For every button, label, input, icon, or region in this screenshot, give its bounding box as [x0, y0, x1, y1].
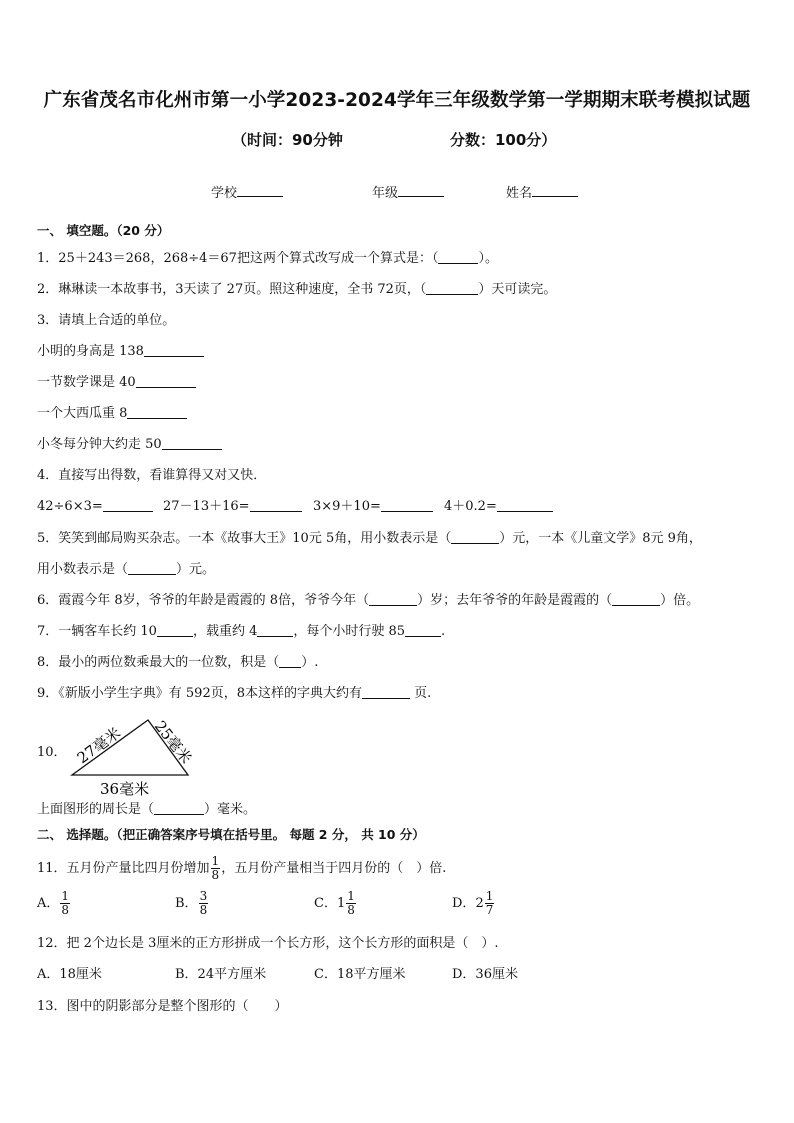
calc-item: 4＋0.2= — [444, 498, 553, 516]
school-blank[interactable] — [237, 184, 283, 197]
answer-blank[interactable] — [381, 498, 433, 512]
q12-options — [37, 966, 757, 984]
answer-blank[interactable] — [426, 281, 478, 295]
option-b[interactable]: B． $\frac{3}{8}$ — [175, 889, 208, 917]
name-blank[interactable] — [532, 184, 578, 197]
grade-blank[interactable] — [398, 184, 444, 197]
answer-blank[interactable] — [362, 685, 410, 699]
q11-options — [37, 890, 757, 930]
option-b[interactable]: B．24平方厘米 — [175, 967, 267, 982]
option-d[interactable]: D．2 $\frac{1}{7}$ — [452, 889, 494, 917]
option-a[interactable]: A．18厘米 — [37, 967, 102, 982]
answer-blank[interactable] — [451, 530, 499, 544]
section-2-heading: 二、 选择题。（把正确答案序号填在括号里。 每题 2 分， 共 10 分） — [37, 827, 425, 842]
q3-item: 一节数学课是 40 — [37, 374, 196, 392]
exam-title: 广东省茂名市化州市第一小学2023-2024学年三年级数学第一学期期末联考模拟试题 — [43, 90, 751, 111]
question-10: 上面图形的周长是（ ）毫米。 — [37, 802, 257, 817]
calc-item: 27－13＋16= — [163, 498, 302, 516]
answer-blank[interactable] — [128, 561, 176, 575]
option-c[interactable]: C．18平方厘米 — [314, 967, 406, 982]
question-13: 13．图中的阴影部分是整个图形的（ ） — [37, 999, 288, 1014]
calc-item: 3×9＋10= — [313, 498, 433, 516]
question-4: 4．直接写出得数，看谁算得又对又快． — [37, 468, 267, 483]
question-1: 1．25＋243＝268，268÷4＝67把这两个算式改写成一个算式是：（ ）。 — [37, 251, 498, 266]
question-3: 3．请填上合适的单位。 — [37, 313, 176, 328]
triangle-right-label: 25毫米 — [150, 717, 196, 768]
answer-blank[interactable] — [279, 654, 301, 668]
triangle-left-label: 27毫米 — [73, 723, 125, 768]
fraction: $\frac{1}{8}$ — [211, 854, 220, 882]
answer-blank[interactable] — [497, 498, 553, 512]
q3-item: 小明的身高是 138 — [37, 343, 204, 361]
q3-item: 一个大西瓜重 8 — [37, 405, 187, 423]
answer-blank[interactable] — [103, 498, 153, 512]
answer-blank[interactable] — [257, 623, 293, 637]
answer-blank[interactable] — [612, 592, 660, 606]
question-8: 8．最小的两位数乘最大的一位数，积是（ ）. — [37, 655, 319, 670]
answer-blank[interactable] — [157, 623, 193, 637]
exam-subtitle — [0, 129, 794, 151]
q3-item: 小冬每分钟大约走 50 — [37, 436, 222, 454]
question-11: 11．五月份产量比四月份增加 $\frac{1}{8}$ ，五月份产量相当于四月份的（ ）倍. — [37, 854, 447, 882]
question-5-cont: 用小数表示是（ ）元。 — [37, 562, 216, 577]
answer-blank[interactable] — [127, 405, 187, 419]
question-10-label: 10． — [37, 745, 67, 760]
question-5: 5．笑笑到邮局购买杂志。一本《故事大王》10元 5角，用小数表示是（ ）元，一本《儿童文学》8元 9角， — [37, 531, 702, 546]
triangle-bottom-label: 36毫米 — [100, 780, 150, 798]
grade-field: 年级 — [372, 182, 444, 201]
question-7: 7．一辆客车长约 10 ，载重约 4 ，每个小时行驶 85 . — [37, 624, 446, 639]
name-field: 姓名 — [506, 182, 578, 201]
option-a[interactable]: A． $\frac{1}{8}$ — [37, 889, 70, 917]
triangle-figure — [62, 712, 202, 798]
answer-blank[interactable] — [250, 498, 302, 512]
calc-item: 42÷6×3= — [37, 498, 153, 516]
question-6: 6．霞霞今年 8岁，爷爷的年龄是霞霞的 8倍，爷爷今年（ ）岁；去年爷爷的年龄是霞霞的（ ）倍。 — [37, 593, 700, 608]
answer-blank[interactable] — [162, 436, 222, 450]
question-12: 12．把 2个边长是 3厘米的正方形拼成一个长方形，这个长方形的面积是（ ）. — [37, 936, 499, 951]
option-c[interactable]: C．1 $\frac{1}{8}$ — [314, 889, 355, 917]
answer-blank[interactable] — [438, 250, 478, 264]
answer-blank[interactable] — [405, 623, 441, 637]
question-9: 9．《新版小学生字典》有 592页，8本这样的字典大约有 页. — [37, 686, 432, 701]
question-2: 2．琳琳读一本故事书，3天读了 27页。照这种速度，全书 72页，（ ）天可读完。 — [37, 282, 557, 297]
answer-blank[interactable] — [369, 592, 417, 606]
q4-calcs — [37, 498, 737, 516]
answer-blank[interactable] — [136, 374, 196, 388]
total-score: 分数：100分） — [450, 131, 557, 149]
option-d[interactable]: D．36厘米 — [452, 967, 518, 982]
section-1-heading: 一、 填空题。（20 分） — [37, 223, 170, 238]
time-limit: （时间：90分钟 — [232, 131, 343, 149]
answer-blank[interactable] — [154, 801, 204, 815]
school-field: 学校 — [211, 182, 283, 201]
answer-blank[interactable] — [144, 343, 204, 357]
